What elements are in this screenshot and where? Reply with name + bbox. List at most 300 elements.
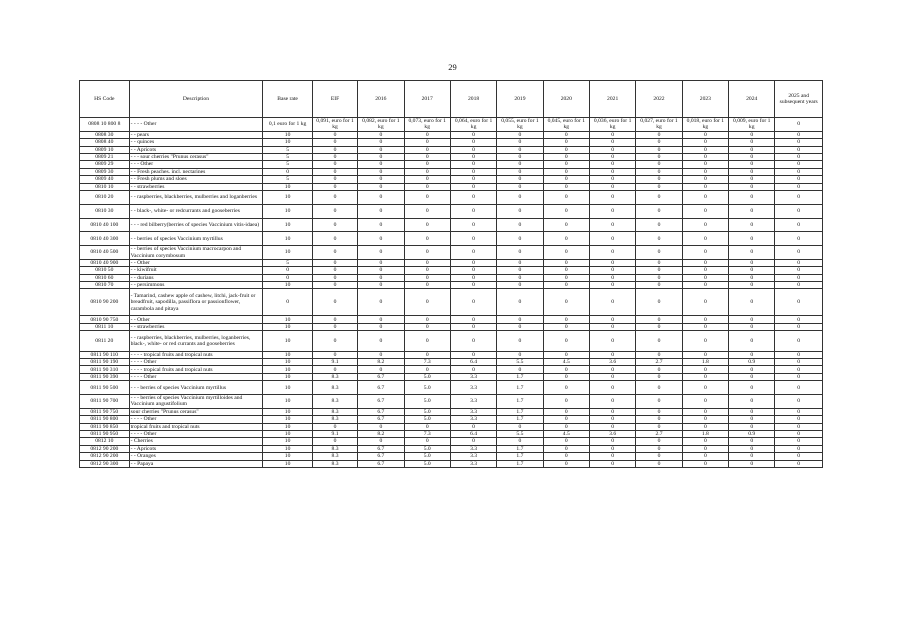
rate-cell: 0	[450, 153, 496, 160]
rate-cell: 0	[358, 274, 404, 281]
rate-cell: 0	[589, 274, 635, 281]
rate-cell: 0	[543, 139, 589, 146]
description-cell: - - - - tropical fruits and tropical nuts	[129, 366, 263, 373]
rate-cell: 0	[404, 274, 450, 281]
rate-cell: 0	[450, 146, 496, 153]
rate-cell: 0	[682, 282, 728, 289]
rate-cell: 0	[497, 232, 543, 246]
rate-cell: 0	[543, 366, 589, 373]
rate-cell: 0	[775, 259, 823, 266]
hs-code-cell: 0809 40	[80, 176, 130, 183]
column-header: 2021	[589, 81, 635, 118]
hs-code-cell: 0811 90 800	[80, 416, 130, 423]
rate-cell: 0	[450, 161, 496, 168]
description-cell: - - persimmons	[129, 282, 263, 289]
rate-cell: 0,018, euro for 1 kg	[682, 118, 728, 132]
rate-cell: 0	[312, 274, 357, 281]
rate-cell: 0	[312, 168, 357, 175]
hs-code-cell: 0808 30	[80, 131, 130, 138]
rate-cell: 10	[263, 366, 313, 373]
rate-cell: 0	[358, 131, 404, 138]
hs-code-cell: 0812 90 300	[80, 460, 130, 467]
rate-cell: 0	[312, 146, 357, 153]
rate-cell: 1.7	[497, 460, 543, 467]
table-row	[80, 316, 823, 323]
rate-cell: 0	[636, 218, 682, 232]
rate-cell: 0	[358, 438, 404, 445]
description-cell: - - berries of species Vaccinium macrocarpon and Vaccinium corymbosum	[129, 246, 263, 260]
rate-cell: 9.1	[312, 359, 357, 366]
rate-cell: 6.7	[358, 408, 404, 415]
rate-cell: 0	[636, 331, 682, 351]
rate-cell: 10	[263, 351, 313, 358]
rate-cell: 0	[543, 395, 589, 409]
rate-cell: 10	[263, 183, 313, 190]
rate-cell: 0	[358, 168, 404, 175]
rate-cell: 0	[358, 423, 404, 430]
rate-cell: 0	[729, 146, 775, 153]
table-row	[80, 381, 823, 395]
rate-cell: 0	[543, 153, 589, 160]
table-row	[80, 395, 823, 409]
rate-cell: 0	[729, 373, 775, 380]
rate-cell: 0	[404, 316, 450, 323]
rate-cell: 0	[636, 289, 682, 316]
rate-cell: 0	[729, 395, 775, 409]
rate-cell: 0	[497, 259, 543, 266]
rate-cell: 0	[404, 438, 450, 445]
rate-cell: 8.3	[312, 408, 357, 415]
rate-cell: 0	[543, 408, 589, 415]
rate-cell: 6.7	[358, 395, 404, 409]
rate-cell: 0	[312, 246, 357, 260]
table-body	[80, 118, 823, 468]
rate-cell: 0	[358, 289, 404, 316]
rate-cell: 8.3	[312, 416, 357, 423]
rate-cell: 5.0	[404, 395, 450, 409]
rate-cell: 6.4	[450, 430, 496, 437]
rate-cell: 0	[404, 139, 450, 146]
rate-cell: 0	[543, 168, 589, 175]
rate-cell: 0	[358, 351, 404, 358]
table-row	[80, 323, 823, 330]
rate-cell: 0	[682, 232, 728, 246]
rate-cell: 0	[775, 153, 823, 160]
table-row	[80, 176, 823, 183]
rate-cell: 6.7	[358, 445, 404, 452]
rate-cell: 0	[682, 395, 728, 409]
table-row	[80, 282, 823, 289]
rate-cell: 0	[682, 153, 728, 160]
rate-cell: 0	[312, 139, 357, 146]
rate-cell: 0	[543, 232, 589, 246]
rate-cell: 0	[589, 139, 635, 146]
table-row	[80, 445, 823, 452]
rate-cell: 3.6	[589, 359, 635, 366]
rate-cell: 0	[358, 218, 404, 232]
table-row	[80, 259, 823, 266]
rate-cell: 3.3	[450, 460, 496, 467]
rate-cell: 0	[636, 316, 682, 323]
rate-cell: 0	[636, 153, 682, 160]
rate-cell: 8.3	[312, 395, 357, 409]
rate-cell: 0	[589, 168, 635, 175]
rate-cell: 0	[497, 139, 543, 146]
rate-cell: 0	[312, 282, 357, 289]
table-row	[80, 408, 823, 415]
description-cell: - - strawberries	[129, 323, 263, 330]
rate-cell: 3.3	[450, 445, 496, 452]
rate-cell: 0	[636, 453, 682, 460]
rate-cell: 0	[450, 289, 496, 316]
description-cell: - - - berries of species Vaccinium myrtilloides and Vaccinium angustifolium	[129, 395, 263, 409]
rate-cell: 0	[589, 416, 635, 423]
rate-cell: 0	[543, 218, 589, 232]
rate-cell: 0	[404, 183, 450, 190]
rate-cell: 10	[263, 416, 313, 423]
rate-cell: 0	[358, 176, 404, 183]
rate-cell: 8.3	[312, 373, 357, 380]
rate-cell: 0	[775, 282, 823, 289]
rate-cell: 0	[775, 232, 823, 246]
rate-cell: 0.9	[729, 430, 775, 437]
hs-code-cell: 0810 10	[80, 183, 130, 190]
rate-cell: 0	[775, 323, 823, 330]
rate-cell: 0	[636, 438, 682, 445]
rate-cell: 0	[775, 246, 823, 260]
rate-cell: 0	[404, 168, 450, 175]
page-number: 29	[448, 62, 457, 72]
column-header: HS Code	[80, 81, 130, 118]
rate-cell: 0	[312, 267, 357, 274]
rate-cell: 0	[404, 246, 450, 260]
description-cell: sour cherries "Prunus cerasus"	[129, 408, 263, 415]
hs-code-cell: 0809 21	[80, 153, 130, 160]
table-row	[80, 139, 823, 146]
rate-cell: 0	[775, 366, 823, 373]
rate-cell: 0	[543, 331, 589, 351]
rate-cell: 6.7	[358, 453, 404, 460]
column-header: Description	[129, 81, 263, 118]
rate-cell: 0,009, euro for 1 kg	[729, 118, 775, 132]
rate-cell: 5.0	[404, 453, 450, 460]
rate-cell: 0	[450, 190, 496, 204]
rate-cell: 0	[636, 146, 682, 153]
table-row	[80, 351, 823, 358]
rate-cell: 3.3	[450, 395, 496, 409]
table-row	[80, 416, 823, 423]
rate-cell: 0	[589, 161, 635, 168]
hs-code-cell: 0810 30	[80, 204, 130, 218]
rate-cell: 0	[543, 460, 589, 467]
rate-cell: 0	[636, 204, 682, 218]
column-header: 2016	[358, 81, 404, 118]
table-row	[80, 161, 823, 168]
rate-cell: 8.3	[312, 460, 357, 467]
table-row	[80, 190, 823, 204]
rate-cell: 0	[775, 460, 823, 467]
column-header: 2024	[729, 81, 775, 118]
rate-cell: 0	[775, 118, 823, 132]
description-cell: - - pears	[129, 131, 263, 138]
rate-cell: 0	[682, 161, 728, 168]
rate-cell: 0	[450, 176, 496, 183]
rate-cell: 0	[312, 131, 357, 138]
rate-cell: 0	[729, 168, 775, 175]
rate-cell: 0	[543, 381, 589, 395]
rate-cell: 0	[775, 351, 823, 358]
description-cell: - - - - Other	[129, 416, 263, 423]
hs-code-cell: 0810 40 500	[80, 246, 130, 260]
hs-code-cell: 0810 40 100	[80, 218, 130, 232]
rate-cell: 0	[682, 204, 728, 218]
rate-cell: 0	[636, 183, 682, 190]
rate-cell: 0	[450, 351, 496, 358]
hs-code-cell: 0810 90 200	[80, 289, 130, 316]
rate-cell: 0	[682, 139, 728, 146]
column-header: 2020	[543, 81, 589, 118]
rate-cell: 10	[263, 430, 313, 437]
rate-cell: 5	[263, 259, 313, 266]
rate-cell: 0	[358, 139, 404, 146]
rate-cell: 0	[729, 267, 775, 274]
description-cell: - - Apricots	[129, 445, 263, 452]
rate-cell: 0	[682, 218, 728, 232]
rate-cell: 0	[636, 176, 682, 183]
rate-cell: 4.5	[543, 430, 589, 437]
rate-cell: 6.7	[358, 416, 404, 423]
rate-cell: 0	[636, 351, 682, 358]
rate-cell: 0	[775, 146, 823, 153]
rate-cell: 0	[636, 259, 682, 266]
table-row	[80, 153, 823, 160]
rate-cell: 0	[589, 232, 635, 246]
rate-cell: 0,027, euro for 1 kg	[636, 118, 682, 132]
rate-cell: 0	[729, 282, 775, 289]
rate-cell: 0	[543, 146, 589, 153]
rate-cell: 0	[312, 289, 357, 316]
hs-code-cell: 0809 10	[80, 146, 130, 153]
rate-cell: 0	[404, 131, 450, 138]
rate-cell: 0	[636, 282, 682, 289]
description-cell: - - black-, white- or redcurrants and gooseberries	[129, 204, 263, 218]
rate-cell: 0	[775, 438, 823, 445]
rate-cell: 0	[589, 282, 635, 289]
description-cell: - - durians	[129, 274, 263, 281]
rate-cell: 0	[358, 331, 404, 351]
rate-cell: 0	[682, 176, 728, 183]
rate-cell: 0	[263, 267, 313, 274]
rate-cell: 10	[263, 316, 313, 323]
description-cell: - - - berries of species Vaccinium myrtillus	[129, 381, 263, 395]
table-row	[80, 204, 823, 218]
rate-cell: 0	[729, 460, 775, 467]
rate-cell: 6.4	[450, 359, 496, 366]
rate-cell: 0	[543, 246, 589, 260]
table-row	[80, 460, 823, 467]
table-row	[80, 146, 823, 153]
rate-cell: 0	[775, 359, 823, 366]
rate-cell: 0	[543, 176, 589, 183]
column-header: 2018	[450, 81, 496, 118]
rate-cell: 0	[589, 289, 635, 316]
rate-cell: 0	[636, 323, 682, 330]
rate-cell: 0	[729, 259, 775, 266]
rate-cell: 0	[358, 232, 404, 246]
description-cell: - - - Other	[129, 161, 263, 168]
rate-cell: 0	[543, 204, 589, 218]
hs-code-cell: 0812 90 200	[80, 453, 130, 460]
rate-cell: 0	[636, 139, 682, 146]
rate-cell: 0	[775, 190, 823, 204]
rate-cell: 0	[682, 445, 728, 452]
description-cell: - - Other	[129, 259, 263, 266]
rate-cell: 0	[636, 161, 682, 168]
rate-cell: 10	[263, 139, 313, 146]
rate-cell: 10	[263, 395, 313, 409]
rate-cell: 8.3	[312, 381, 357, 395]
description-cell: - - - red bilberry(berries of species Vaccinium vitis-idaea)	[129, 218, 263, 232]
rate-cell: 0	[589, 316, 635, 323]
description-cell: - - - - Other	[129, 373, 263, 380]
rate-cell: 0	[775, 381, 823, 395]
rate-cell: 10	[263, 246, 313, 260]
hs-code-cell: 0811 90 110	[80, 351, 130, 358]
rate-cell: 0	[589, 438, 635, 445]
rate-cell: 0	[682, 289, 728, 316]
hs-code-cell: 0811 90 390	[80, 373, 130, 380]
rate-cell: 10	[263, 460, 313, 467]
hs-code-cell: 0810 40 900	[80, 259, 130, 266]
rate-cell: 10	[263, 373, 313, 380]
rate-cell: 3.3	[450, 408, 496, 415]
rate-cell: 0	[543, 289, 589, 316]
rate-cell: 0	[775, 289, 823, 316]
rate-cell: 0	[312, 218, 357, 232]
rate-cell: 0	[450, 423, 496, 430]
rate-cell: 0	[312, 438, 357, 445]
rate-cell: 0	[682, 183, 728, 190]
column-header: EIF	[312, 81, 357, 118]
rate-cell: 0	[497, 282, 543, 289]
rate-cell: 0	[682, 408, 728, 415]
rate-cell: 0	[636, 416, 682, 423]
rate-cell: 1.7	[497, 453, 543, 460]
rate-cell: 0	[729, 274, 775, 281]
table-header	[80, 81, 823, 118]
description-cell: tropical fruits and tropical nuts	[129, 423, 263, 430]
description-cell: - - raspberries, blackberries, mulberries, loganberries, black-, white- or red currants and gooseberries	[129, 331, 263, 351]
hs-code-cell: 0811 90 310	[80, 366, 130, 373]
rate-cell: 0	[775, 316, 823, 323]
rate-cell: 0	[497, 267, 543, 274]
rate-cell: 10	[263, 204, 313, 218]
rate-cell: 0	[682, 131, 728, 138]
rate-cell: 0	[312, 190, 357, 204]
rate-cell: 0	[358, 316, 404, 323]
rate-cell: 0	[729, 331, 775, 351]
rate-cell: 0	[729, 246, 775, 260]
rate-cell: 0	[450, 131, 496, 138]
rate-cell: 0	[682, 146, 728, 153]
rate-cell: 7.3	[404, 359, 450, 366]
rate-cell: 0	[589, 183, 635, 190]
rate-cell: 0	[729, 351, 775, 358]
rate-cell: 0	[312, 259, 357, 266]
column-header: 2025 and subsequent years	[775, 81, 823, 118]
rate-cell: 0	[729, 139, 775, 146]
hs-code-cell: 0811 90 950	[80, 430, 130, 437]
rate-cell: 0	[497, 274, 543, 281]
description-cell: - Tamarind, cashew apple of cashew, litchi, jack-fruit or breadfruit, sapodilla, passiflora or passionflower, carambola and pitaya	[129, 289, 263, 316]
rate-cell: 0	[636, 423, 682, 430]
rate-cell: 0	[450, 218, 496, 232]
rate-cell: 0	[636, 366, 682, 373]
rate-cell: 5.0	[404, 416, 450, 423]
rate-cell: 0	[589, 323, 635, 330]
rate-cell: 0	[775, 168, 823, 175]
description-cell: - - Oranges	[129, 453, 263, 460]
rate-cell: 0	[682, 323, 728, 330]
table-row	[80, 218, 823, 232]
rate-cell: 0	[682, 460, 728, 467]
rate-cell: 0	[589, 218, 635, 232]
tariff-schedule-table	[79, 80, 823, 468]
rate-cell: 0	[543, 323, 589, 330]
rate-cell: 0	[775, 204, 823, 218]
rate-cell: 0	[682, 351, 728, 358]
rate-cell: 10	[263, 282, 313, 289]
rate-cell: 5.0	[404, 408, 450, 415]
rate-cell: 0	[497, 190, 543, 204]
rate-cell: 0,045, euro for 1 kg	[543, 118, 589, 132]
rate-cell: 0	[497, 146, 543, 153]
rate-cell: 2.7	[636, 430, 682, 437]
rate-cell: 10	[263, 359, 313, 366]
rate-cell: 0	[589, 267, 635, 274]
description-cell: - - Fresh plums and sloes	[129, 176, 263, 183]
rate-cell: 0	[358, 366, 404, 373]
rate-cell: 0	[358, 323, 404, 330]
rate-cell: 0	[312, 331, 357, 351]
rate-cell: 0	[589, 131, 635, 138]
rate-cell: 0	[450, 438, 496, 445]
rate-cell: 0	[775, 161, 823, 168]
rate-cell: 0	[775, 267, 823, 274]
rate-cell: 0	[775, 423, 823, 430]
rate-cell: 4.5	[543, 359, 589, 366]
rate-cell: 0	[497, 131, 543, 138]
rate-cell: 0	[497, 153, 543, 160]
rate-cell: 5.0	[404, 460, 450, 467]
rate-cell: 0	[729, 423, 775, 430]
rate-cell: 3.3	[450, 453, 496, 460]
rate-cell: 0	[589, 351, 635, 358]
rate-cell: 1.7	[497, 408, 543, 415]
rate-cell: 0	[682, 366, 728, 373]
rate-cell: 0	[450, 183, 496, 190]
rate-cell: 0	[729, 218, 775, 232]
description-cell: - - berries of species Vaccinium myrtillus	[129, 232, 263, 246]
rate-cell: 0	[729, 131, 775, 138]
column-header: 2022	[636, 81, 682, 118]
rate-cell: 0	[312, 183, 357, 190]
rate-cell: 0	[358, 246, 404, 260]
rate-cell: 1.7	[497, 445, 543, 452]
rate-cell: 0	[543, 274, 589, 281]
rate-cell: 0,064, euro for 1 kg	[450, 118, 496, 132]
rate-cell: 0	[543, 282, 589, 289]
